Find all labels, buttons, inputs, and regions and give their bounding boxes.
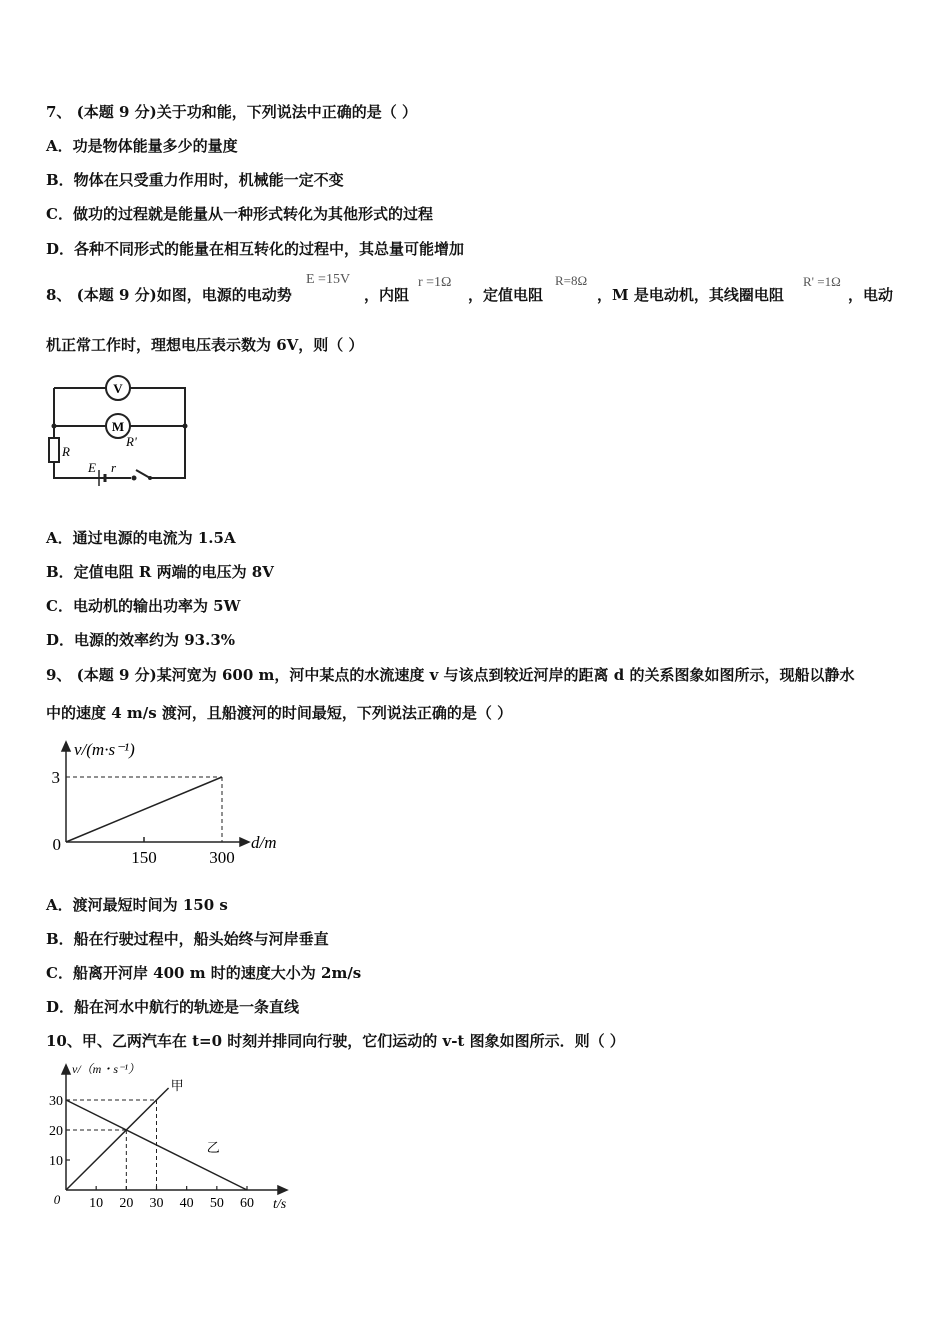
q9-option-a: A．渡河最短时间为 150 s (46, 896, 228, 914)
q8-stem-part3: ，定值电阻 (468, 286, 544, 304)
circuit-diagram (44, 366, 194, 490)
q9-stem-line2: 中的速度 4 m/s 渡河，且船渡河的时间最短，下列说法正确的是（ ） (46, 704, 513, 722)
chart2-x-tick-label-10: 10 (89, 1196, 104, 1211)
chart2-y-tick-label-20: 20 (49, 1124, 63, 1139)
chart2-series-jia (66, 1088, 169, 1190)
chart2-y-tick-label-10: 10 (49, 1154, 63, 1169)
chart1-origin: 0 (52, 835, 61, 854)
q9-option-c: C．船离开河岸 400 m 时的速度大小为 2m/s (46, 964, 362, 982)
velocity-distance-chart (44, 735, 294, 870)
resistor-label: R (62, 444, 70, 459)
q8-internal-r: r =1Ω (418, 275, 452, 290)
chart1-y-tick: 3 (51, 768, 60, 787)
q8-stem-part4: ，M 是电动机，其线圈电阻 (597, 286, 784, 304)
q10-stem: 10、甲、乙两汽车在 t=0 时刻并排同向行驶，它们运动的 v-t 图象如图所示．则（ ） (46, 1032, 625, 1050)
vt-chart (44, 1060, 304, 1220)
chart2-xlabel: t/s (273, 1197, 287, 1212)
chart2-legend-jia: 甲 (170, 1078, 184, 1093)
q8-option-d: D．电源的效率约为 93.3% (46, 631, 236, 649)
chart1-ylabel: v/(m·s⁻¹) (74, 740, 135, 759)
chart2-x-tick-label-20: 20 (119, 1196, 134, 1211)
chart1-x-tick-label-300: 300 (209, 848, 235, 867)
q8-option-c: C．电动机的输出功率为 5W (46, 597, 241, 615)
chart2-x-tick-label-30: 30 (149, 1196, 164, 1211)
chart2-x-tick-label-40: 40 (179, 1196, 194, 1211)
chart2-y-tick-label-30: 30 (49, 1094, 63, 1109)
q8-stem-part2: ，内阻 (364, 286, 410, 304)
chart1-series-line (66, 777, 222, 842)
chart2-series-yi (66, 1100, 247, 1190)
chart2-x-tick-label-50: 50 (209, 1196, 224, 1211)
q8-emf: E =15V (306, 272, 351, 287)
q9-stem-line1: 9、 (本题 9 分)某河宽为 600 m，河中某点的水流速度 v 与该点到较近河岸的距离 d 的关系图象如图所示，现船以静水 (46, 666, 855, 684)
q8-coil-r: R' =1Ω (803, 274, 841, 289)
voltmeter-label: V (113, 381, 123, 396)
coil-label: R' (126, 434, 137, 449)
q8-resistor: R=8Ω (555, 273, 588, 288)
q8-stem-line2: 机正常工作时，理想电压表示数为 6V，则（ ） (46, 336, 364, 354)
chart2-legend-yi: 乙 (206, 1140, 220, 1155)
chart1-xlabel: d/m (251, 833, 277, 852)
chart1-x-tick-label-150: 150 (131, 848, 157, 867)
q9-option-b: B．船在行驶过程中，船头始终与河岸垂直 (46, 930, 329, 948)
q8-stem-part1: 8、 (本题 9 分)如图，电源的电动势 (46, 286, 292, 304)
chart2-x-tick-label-60: 60 (240, 1196, 254, 1211)
motor-label: M (111, 419, 125, 434)
q7-option-a: A．功是物体能量多少的量度 (46, 137, 238, 155)
q8-stem-part5: ，电动 (848, 286, 894, 304)
internal-r-label: r (111, 460, 117, 475)
q7-stem: 7、 (本题 9 分)关于功和能，下列说法中正确的是（ ） (46, 103, 417, 121)
emf-label: E (88, 460, 96, 475)
q7-option-d: D．各种不同形式的能量在相互转化的过程中，其总量可能增加 (46, 240, 465, 258)
q8-option-a: A．通过电源的电流为 1.5A (46, 529, 236, 547)
chart2-origin: 0 (53, 1192, 61, 1207)
q9-option-d: D．船在河水中航行的轨迹是一条直线 (46, 998, 300, 1016)
q7-option-c: C．做功的过程就是能量从一种形式转化为其他形式的过程 (46, 205, 433, 223)
chart2-ylabel: v/（m・s⁻¹） (72, 1062, 140, 1076)
q8-option-b: B．定值电阻 R 两端的电压为 8V (46, 563, 274, 581)
q7-option-b: B．物体在只受重力作用时，机械能一定不变 (46, 171, 344, 189)
